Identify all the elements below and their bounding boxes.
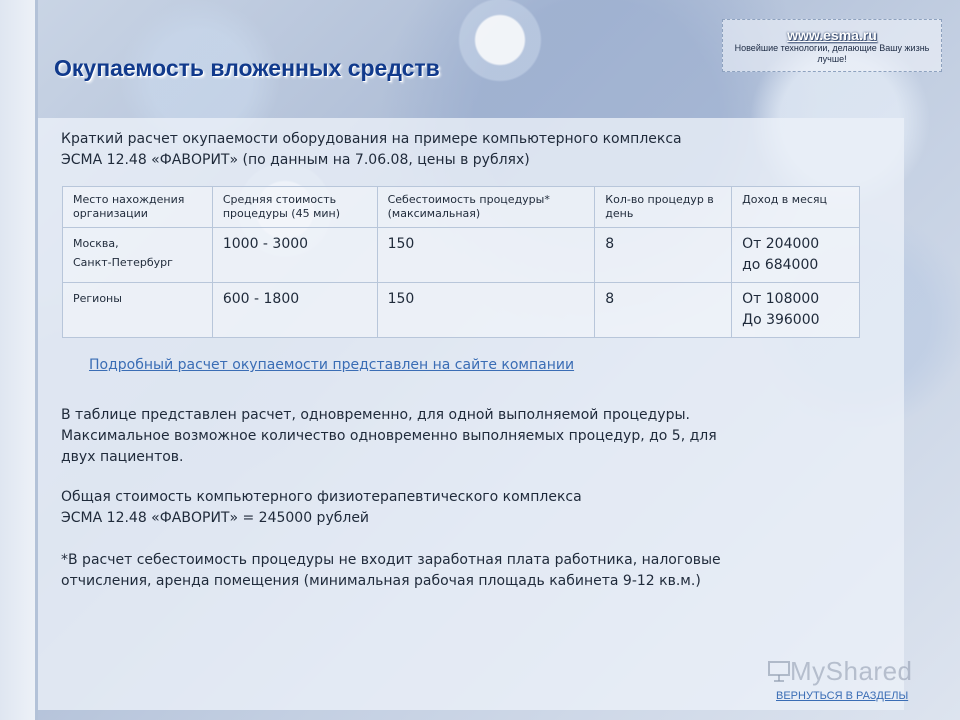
intro-line-2: ЭСМА 12.48 «ФАВОРИТ» (по данным на 7.06.08, цены в рублях) bbox=[61, 152, 530, 168]
cell-avg-price: 1000 - 3000 bbox=[212, 228, 377, 283]
location-line-1: Регионы bbox=[73, 292, 122, 305]
income-line-1: От 108000 bbox=[742, 291, 820, 307]
paragraph-line: отчисления, аренда помещения (минимальная рабочая площадь кабинета 9-12 кв.м.) bbox=[61, 573, 701, 589]
cell-income bbox=[732, 283, 860, 338]
site-link[interactable]: www.esma.ru bbox=[787, 27, 877, 43]
cell-count: 8 bbox=[595, 228, 732, 283]
paragraph-line: Максимальное возможное количество одновременно выполняемых процедур, до 5, для bbox=[61, 428, 717, 444]
header-income: Доход в месяц bbox=[732, 187, 860, 228]
paragraph-procedures bbox=[61, 405, 831, 468]
paragraph-footnote bbox=[61, 550, 831, 592]
back-to-sections-link[interactable]: ВЕРНУТЬСЯ В РАЗДЕЛЫ bbox=[776, 690, 909, 702]
cell-income bbox=[732, 228, 860, 283]
watermark-text: MyShared bbox=[790, 656, 913, 686]
paragraph-line: двух пациентов. bbox=[61, 449, 184, 465]
page-title: Окупаемость вложенных средств bbox=[54, 55, 440, 81]
cell-avg-price: 600 - 1800 bbox=[212, 283, 377, 338]
header-count: Кол-во процедур в день bbox=[595, 187, 732, 228]
paragraph-line: В таблице представлен расчет, одновременно, для одной выполняемой процедуры. bbox=[61, 407, 690, 423]
header-location: Место нахождения организации bbox=[63, 187, 213, 228]
table-row bbox=[63, 228, 860, 283]
cell-location bbox=[63, 228, 213, 283]
table-header-row bbox=[63, 187, 860, 228]
presentation-board-icon bbox=[768, 660, 790, 682]
table-row bbox=[63, 283, 860, 338]
income-line-1: От 204000 bbox=[742, 236, 820, 252]
paragraph-total-cost bbox=[61, 487, 831, 529]
payback-table bbox=[62, 186, 860, 338]
left-decorative-stripe bbox=[0, 0, 38, 720]
location-line-1: Москва, bbox=[73, 237, 119, 250]
income-line-2: До 396000 bbox=[742, 312, 820, 328]
site-logo-box bbox=[722, 19, 942, 72]
paragraph-line: ЭСМА 12.48 «ФАВОРИТ» = 245000 рублей bbox=[61, 510, 370, 526]
header-avg-price: Средняя стоимость процедуры (45 мин) bbox=[212, 187, 377, 228]
myshared-watermark bbox=[768, 656, 913, 687]
income-line-2: до 684000 bbox=[742, 257, 819, 273]
cell-cost: 150 bbox=[377, 228, 595, 283]
cell-location bbox=[63, 283, 213, 338]
site-tagline: Новейшие технологии, делающие Вашу жизнь лучше! bbox=[734, 43, 930, 64]
detailed-calculation-link[interactable]: Подробный расчет окупаемости представлен на сайте компании bbox=[89, 357, 575, 373]
paragraph-line: Общая стоимость компьютерного физиотерапевтического комплекса bbox=[61, 489, 582, 505]
intro-text bbox=[61, 129, 821, 171]
cell-count: 8 bbox=[595, 283, 732, 338]
intro-line-1: Краткий расчет окупаемости оборудования на примере компьютерного комплекса bbox=[61, 131, 682, 147]
location-line-2: Санкт-Петербург bbox=[73, 256, 173, 269]
header-cost: Себестоимость процедуры* (максимальная) bbox=[377, 187, 595, 228]
paragraph-line: *В расчет себестоимость процедуры не входит заработная плата работника, налоговые bbox=[61, 552, 721, 568]
cell-cost: 150 bbox=[377, 283, 595, 338]
